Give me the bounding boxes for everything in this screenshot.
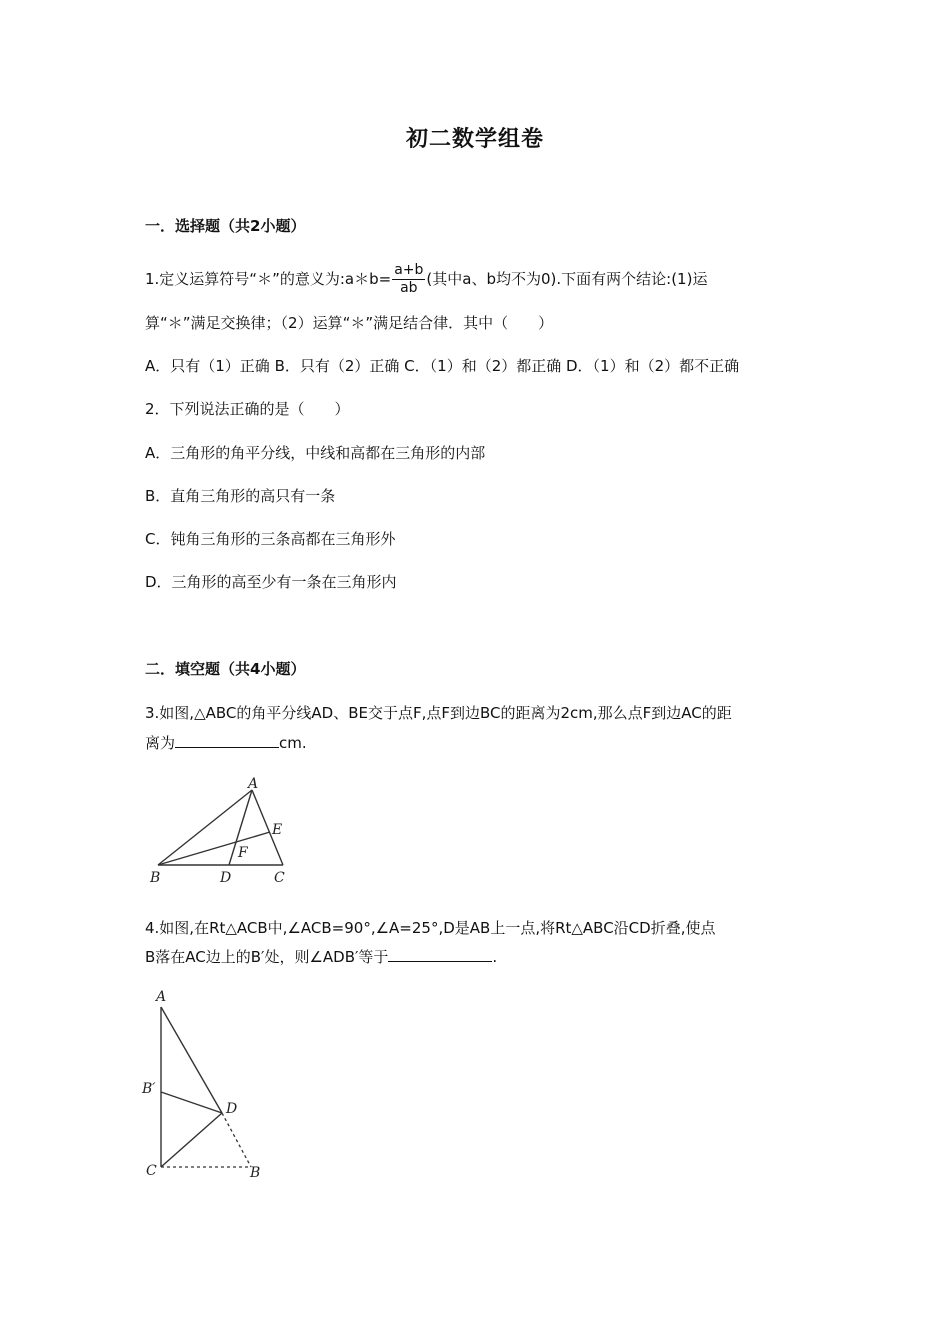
q3-answer-blank <box>175 733 279 748</box>
q3-label-d: D <box>220 870 232 886</box>
q1-frac-numerator: a+b <box>394 262 424 278</box>
q2-option-d: D．三角形的高至少有一条在三角形内 <box>145 573 397 591</box>
q4-dashed-lines <box>161 1113 251 1167</box>
q4-fold-cd <box>161 1113 222 1167</box>
q1-suffix: (其中a、b均不为0).下面有两个结论:(1)运 <box>426 270 708 288</box>
q4-dashed-db <box>222 1113 251 1167</box>
q4-line2-post: . <box>492 948 498 966</box>
page-title: 初二数学组卷 <box>405 127 544 152</box>
q3-triangle-figure <box>140 770 310 892</box>
section-heading-fill: 二．填空题（共4小题） <box>145 660 306 678</box>
q3-label-a: A <box>248 776 259 792</box>
q2-option-c: C．钝角三角形的三条高都在三角形外 <box>145 530 396 548</box>
q2-option-b: B．直角三角形的高只有一条 <box>145 487 336 505</box>
q4-segment-bpd <box>161 1092 222 1113</box>
q4-label-d: D <box>226 1101 238 1117</box>
q1-prefix: 1.定义运算符号“＊”的意义为:a＊b= <box>145 270 392 288</box>
q2-option-a: A．三角形的角平分线，中线和高都在三角形的内部 <box>145 444 486 462</box>
q3-line2-post: cm. <box>279 734 307 752</box>
q4-lines <box>161 1007 222 1167</box>
q4-label-a: A <box>156 989 167 1005</box>
q3-label-c: C <box>274 870 285 886</box>
q4-label-bprime: B′ <box>142 1081 156 1097</box>
q3-label-b: B <box>150 870 161 886</box>
q1-frac-denominator: ab <box>400 280 418 296</box>
q2-stem: 2．下列说法正确的是（ ） <box>145 400 350 418</box>
q4-line2 <box>145 946 497 967</box>
q3-lines <box>158 790 283 865</box>
q1-options: A．只有（1）正确 B．只有（2）正确 C．（1）和（2）都正确 D．（1）和（2）都不正确 <box>145 357 740 375</box>
q4-fold-figure <box>138 985 278 1185</box>
q3-label-f: F <box>238 845 248 861</box>
q3-line2-pre: 离为 <box>145 734 176 752</box>
q1-line1 <box>145 262 707 297</box>
q4-label-b: B <box>250 1165 261 1181</box>
section-heading-choice: 一．选择题（共2小题） <box>145 217 306 235</box>
q4-answer-blank <box>388 947 492 962</box>
q3-line1: 3.如图,△ABC的角平分线AD、BE交于点F,点F到边BC的距离为2cm,那么点F到边AC的距 <box>145 704 732 722</box>
q4-segment-ad <box>161 1007 222 1113</box>
q3-bisector-be <box>158 832 270 865</box>
q3-line2 <box>145 732 307 753</box>
q1-fraction <box>392 262 425 297</box>
q4-label-c: C <box>146 1163 157 1179</box>
q3-label-e: E <box>272 822 283 838</box>
q1-line2: 算“＊”满足交换律；（2）运算“＊”满足结合律．其中（ ） <box>145 314 554 332</box>
q4-line2-pre: B落在AC边上的B′处，则∠ADB′等于 <box>145 948 389 966</box>
q4-line1: 4.如图,在Rt△ACB中,∠ACB=90°,∠A=25°,D是AB上一点,将Rt△ABC沿CD折叠,使点 <box>145 919 716 937</box>
